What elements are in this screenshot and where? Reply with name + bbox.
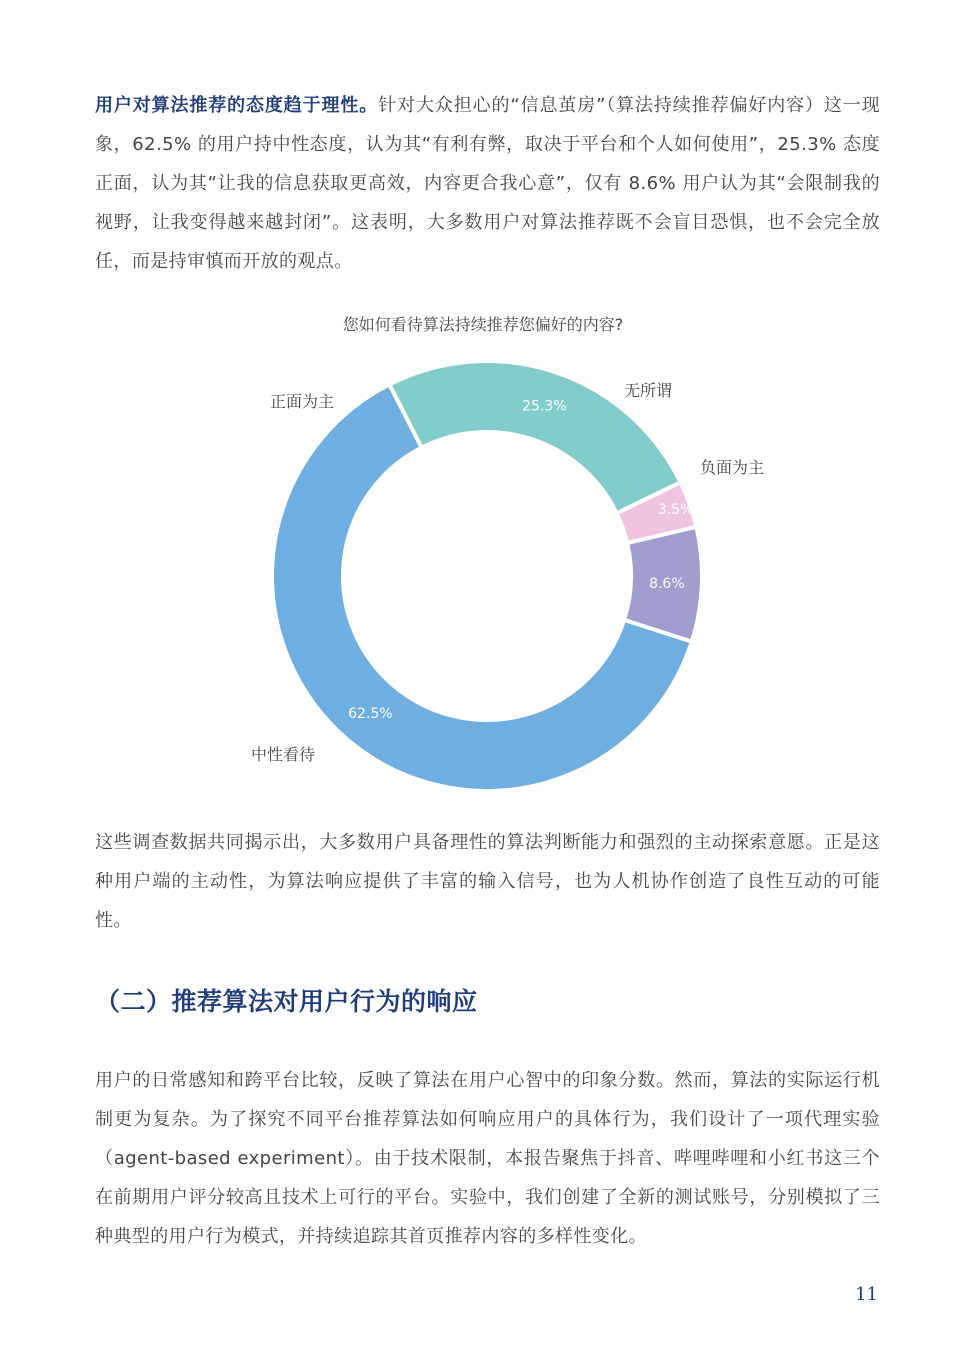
section-heading: （二）推荐算法对用户行为的响应 [95,987,478,1016]
summary-paragraph: 这些调查数据共同揭示出，大多数用户具备理性的算法判断能力和强烈的主动探索意愿。正是这种用户端的主动性，为算法响应提供了丰富的输入信号，也为人机协作创造了良性互动的可能性。 [95,832,880,931]
slice-value-label-3: 8.6% [649,576,685,593]
experiment-paragraph: 用户的日常感知和跨平台比较，反映了算法在用户心智中的印象分数。然而，算法的实际运行机制更为复杂。为了探究不同平台推荐算法如何响应用户的具体行为，我们设计了一项代理实验（agent-based experiment）。由于技术限制，本报告聚焦于抖音、哔哩哔哩和小红书这三个在前期用户评分较高且技术上可行的平台。实验中，我们创建了全新的测试账号，分别模拟了三种典型的用户行为模式，并持续追踪其首页推荐内容的多样性变化。 [95,1070,880,1247]
slice-value-label-2: 3.5% [657,502,694,519]
slice-category-label-4: 中性看待 [250,745,316,764]
page-number: 11 [855,1284,878,1305]
chart-title: 您如何看待算法持续推荐您偏好的内容? [342,315,624,334]
slice-value-label-4: 62.5% [348,706,393,723]
intro-lead: 用户对算法推荐的态度趋于理性。 [95,95,379,116]
intro-text: 针对大众担心的“信息茧房”（算法持续推荐偏好内容）这一现象，62.5% 的用户持中性态度，认为其“有利有弊，取决于平台和个人如何使用”，25.3% 态度正面，认为其“让我的信息获取更高效，内容更合我心意”，仅有 8.6% 用户认为其“会限制我的视野，让我变得越来越封闭”。这表明，大多数用户对算法推荐既不会盲目恐惧，也不会完全放任，而是持审慎而开放的观点。 [95,95,880,272]
slice-category-label-1: 正面为主 [269,392,335,411]
slice-category-label-2: 无所谓 [623,381,673,400]
slice-category-label-3: 负面为主 [699,458,765,477]
slice-value-label-1: 25.3% [522,398,567,415]
